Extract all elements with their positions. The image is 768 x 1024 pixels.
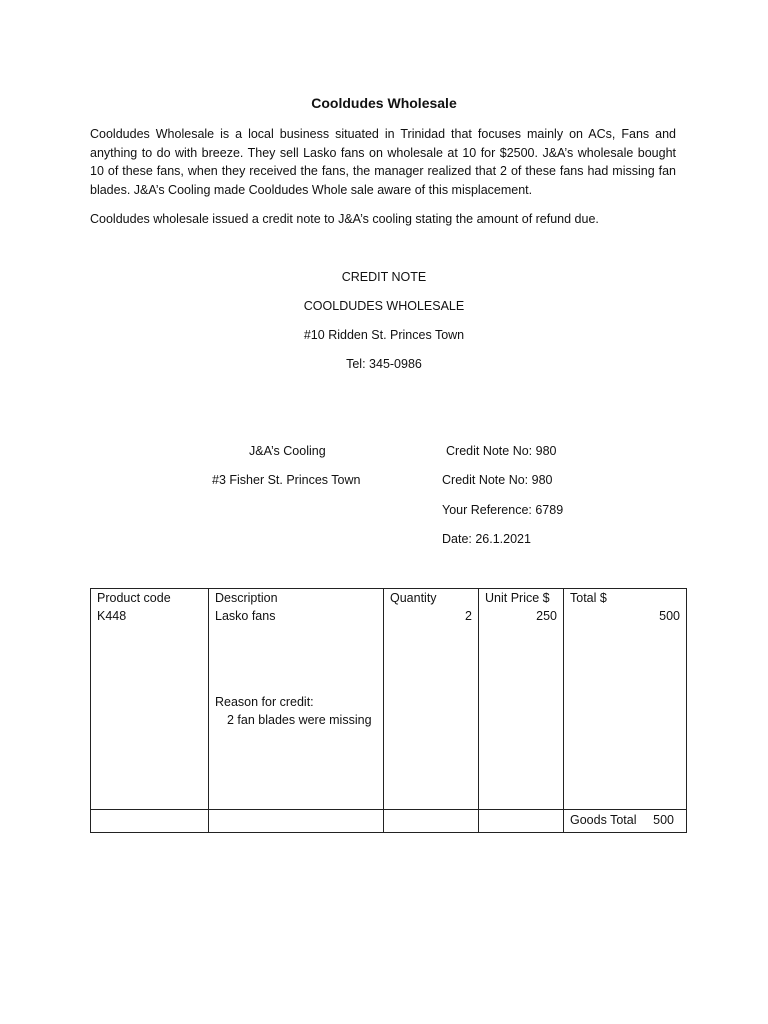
header-description: Description <box>209 589 384 608</box>
cell-description <box>209 607 384 810</box>
customer-address: #3 Fisher St. Princes Town <box>212 473 361 487</box>
table-footer-row <box>91 810 687 833</box>
credit-note-heading: CREDIT NOTE <box>341 270 427 284</box>
table-header-row <box>91 589 687 608</box>
cell-total: 500 <box>564 607 687 810</box>
goods-total-label: Goods Total <box>570 813 637 827</box>
goods-total-value: 500 <box>653 813 674 827</box>
intro-paragraph: Cooldudes Wholesale is a local business situated in Trinidad that focuses mainly on ACs, Fans and anything to do with breeze. They sell Lasko fans on wholesale at 10 for $2500. J&A’s wholesale bought 10 of these fans, when they received the fans, the manager realized that 2 of these fans had missing fan blades. J&A’s Cooling made Cooldudes Whole sale aware of this misplacement. <box>90 127 676 197</box>
company-name: COOLDUDES WHOLESALE <box>303 299 465 313</box>
header-unit-price: Unit Price $ <box>479 589 564 608</box>
header-total: Total $ <box>564 589 687 608</box>
your-reference: Your Reference: 6789 <box>442 503 564 517</box>
footer-empty-description <box>209 810 384 833</box>
reason-label: Reason for credit: <box>215 695 314 709</box>
table-row <box>91 607 687 810</box>
credit-note-paragraph: Cooldudes wholesale issued a credit note to J&A’s cooling stating the amount of refund due. <box>90 212 599 226</box>
footer-empty-code <box>91 810 209 833</box>
header-product-code: Product code <box>91 589 209 608</box>
credit-note-number: Credit Note No: 980 <box>446 444 557 458</box>
reason-for-credit <box>215 693 377 729</box>
credit-note-number-repeat: Credit Note No: 980 <box>442 473 553 487</box>
item-description: Lasko fans <box>215 609 276 623</box>
credit-note-date: Date: 26.1.2021 <box>442 532 531 546</box>
customer-name: J&A’s Cooling <box>249 444 326 458</box>
cell-quantity: 2 <box>384 607 479 810</box>
cell-unit-price: 250 <box>479 607 564 810</box>
document-title: Cooldudes Wholesale <box>311 95 457 111</box>
company-telephone: Tel: 345-0986 <box>346 357 422 371</box>
company-address: #10 Ridden St. Princes Town <box>303 328 465 342</box>
credit-note-table <box>90 588 687 833</box>
cell-product-code: K448 <box>91 607 209 810</box>
header-quantity: Quantity <box>384 589 479 608</box>
footer-empty-quantity <box>384 810 479 833</box>
goods-total-cell <box>564 810 687 833</box>
footer-empty-unit-price <box>479 810 564 833</box>
reason-detail: 2 fan blades were missing <box>227 713 372 727</box>
